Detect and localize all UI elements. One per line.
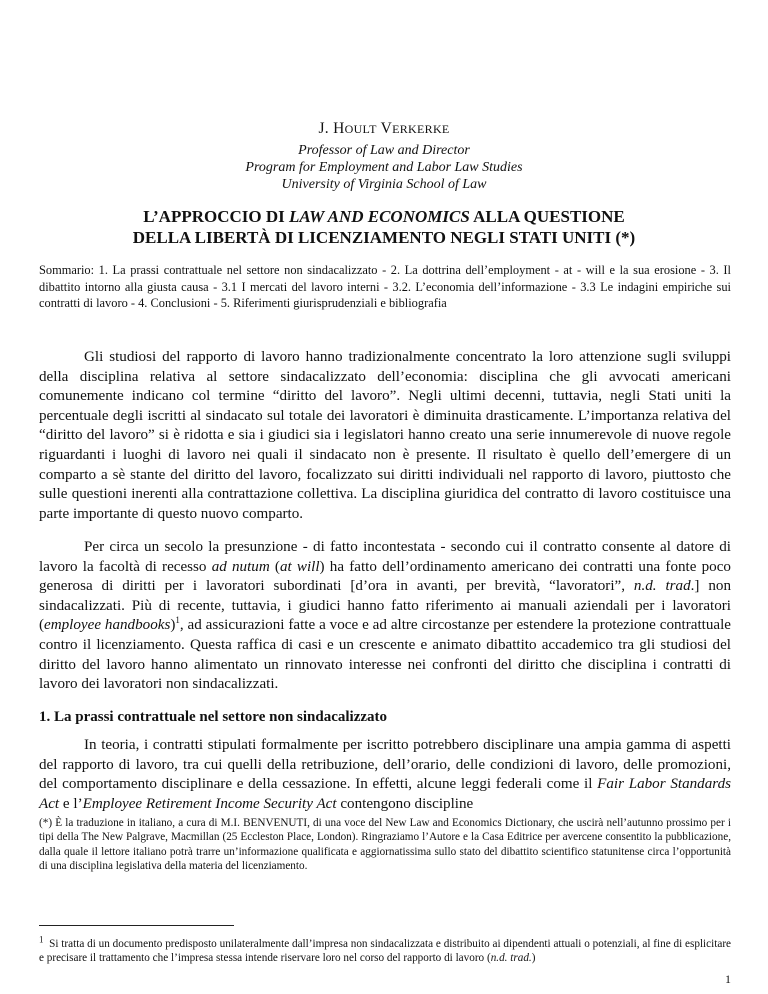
paragraph-2: Per circa un secolo la presunzione - di fatto incontestata - secondo cui il contratto consente al datore di lavoro la facoltà di recesso ad nutum (at will) ha fatto dell’ordinamento americano dei contratti una fonte poco generosa di diritti per i lavoratori subordinati [d’ora in avanti, per brevità, “lavoratori”, n.d. trad.] non sindacalizzati. Più di recente, tuttavia, i giudici hanno fatto riferimento ai manuali aziendali per i lavoratori (employee handbooks)$^1$, ad assicurazioni fatte a voce e ad altre circostanze per estendere la protezione contrattuale contro il licenziamento. Questa raffica di casi e un crescente e animato dibattito accademico tra gli studiosi del diritto del lavoro hanno alimentato un rinnovato interesse nei confronti del diritto che disciplina i contratti di lavoro dei lavoratori non sindacalizzati. [39,539,731,693]
paragraph-intro: Gli studiosi del rapporto di lavoro hanno tradizionalmente concentrato la loro attenzione sugli sviluppi della disciplina relativa al settore sindacalizzato dell’economia: disciplina che gli avvocati americani comunemente indicano col termine “diritto del lavoro”. Negli ultimi decenni, tuttavia, negli Stati uniti la percentuale degli iscritti al sindacato sul totale dei lavoratori è diminuita drasticamente. L’importanza relativa del “diritto del lavoro” si è ridotta e sia i giudici sia i legislatori hanno creato una serie innumerevole di nuove regole riguardanti i luoghi di lavoro nei quali il sindacato non è presente. Il risultato è quello dell’emergere di un comparto a sè stante del diritto del lavoro, focalizzato sui diritti individuali nel rapporto di lavoro, piuttosto che sulle questioni inerenti alla contrattazione collettiva. La disciplina giuridica del contratto di lavoro costituisce una parte importante di questo nuovo comparto. [39,349,731,522]
author-name: J. HOULT VERKERKE [318,120,450,137]
footnote-ref: 1 [175,615,180,626]
affiliation-school: University of Virginia School of Law [281,177,487,192]
affiliation-title: Professor of Law and Director [298,143,470,158]
affiliation-program: Program for Employment and Labor Law Studies [245,160,523,175]
table-of-contents-summary: Sommario: 1. La prassi contrattuale nel settore non sindacalizzato - 2. La dottrina dell’employment - at - will e la sua erosione - 3. Il dibattito intorno alla giusta causa - 3.1 I mercati del lavoro interni - 3.2. L’economia dell’informazione - 3.3 Le indagini empiriche sui contratti di lavoro - 4. Conclusioni - 5. Riferimenti giurisprudenziali e bibliografia [39,263,731,311]
section-heading: 1. La prassi contrattuale nel settore non sindacalizzato [39,709,388,725]
page-number: 1 [725,972,731,986]
translator-note: (*) È la traduzione in italiano, a cura di M.I. BENVENUTI, di una voce del New Law and Economics Dictionary, che uscirà nell’autunno prossimo per i tipi della The New Palgrave, Macmillan (25 Eccleston Place, London). Ringraziamo l’Autore e la Casa Editrice per avercene consentito la pubblicazione, dalla quale il lettore italiano potrà trarre un’informazione qualificata e aggiornatissima sullo stato del dibattito scientifico statunitense circa l’opportunità di una disciplina legislativa della materia del licenziamento. [39,817,731,872]
paper-title: L’APPROCCIO DI LAW AND ECONOMICS ALLA QUESTIONE DELLA LIBERTÀ DI LICENZIAMENTO NEGLI STATI UNITI (*) [132,207,636,247]
footnote-1: $^1$ Si tratta di un documento predisposto unilateralmente dall’impresa non sindacalizzata e distribuito ai dipendenti attuali o potenziali, al fine di esplicitare e precisare il trattamento che l’impresa stessa intende riservare loro nel corso del rapporto di lavoro (n.d. trad.) [39,934,732,965]
paragraph-3: In teoria, i contratti stipulati formalmente per iscritto potrebbero disciplinare una ampia gamma di aspetti del rapporto di lavoro, tra cui quelli della retribuzione, dell’orario, delle condizioni di lavoro, delle promozioni, del comportamento disciplinare e della cessazione. In effetti, alcune leggi federali come il Fair Labor Standards Act e l’Employee Retirement Income Security Act contengono discipline [39,737,731,812]
footnote-divider [39,925,234,926]
